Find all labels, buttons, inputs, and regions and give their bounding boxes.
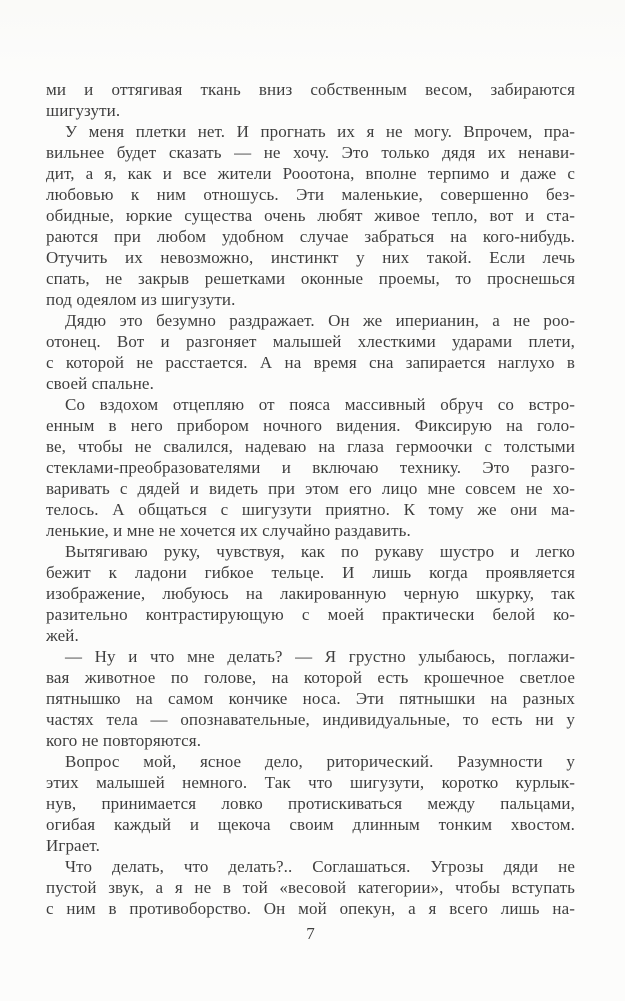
- paragraph: [46, 394, 575, 541]
- text-line: пустой звук, а я не в той «весовой категории», чтобы вступать: [46, 878, 575, 897]
- text-line: телось. А общаться с шигузути приятно. К тому же они ма-: [46, 500, 575, 519]
- text-line: Со вздохом отцепляю от пояса массивный обруч со встро-: [65, 395, 575, 414]
- text-line: нув, принимается ловко протискиваться между пальцами,: [46, 794, 575, 813]
- text-line: енным в него прибором ночного видения. Фиксирую на голо-: [46, 416, 575, 435]
- text-line: Отучить их невозможно, инстинкт у них такой. Если лечь: [46, 248, 575, 267]
- text-line: с которой не расстается. А на время сна запирается наглухо в: [46, 353, 575, 372]
- text-line: спать, не закрыв решетками оконные проемы, то проснешься: [46, 269, 575, 288]
- text-line: своей спальне.: [46, 374, 154, 393]
- text-line: кого не повторяются.: [46, 731, 202, 750]
- text-line: разительно контрастирующую с моей практически белой ко-: [46, 605, 575, 624]
- text-line: ве, чтобы не свалился, надеваю на глаза гермоочки с толстыми: [46, 437, 575, 456]
- text-line: Что делать, что делать?.. Соглашаться. Угрозы дяди не: [65, 857, 575, 876]
- text-line: — Ну и что мне делать? — Я грустно улыбаюсь, поглажи-: [65, 647, 575, 666]
- page-text: [46, 79, 575, 919]
- text-line: раются при любом удобном случае забраться на кого-нибудь.: [46, 227, 575, 246]
- paragraph: [46, 310, 575, 394]
- text-line: под одеялом из шигузути.: [46, 290, 236, 309]
- text-line: обидные, юркие существа очень любят живое тепло, вот и ста-: [46, 206, 575, 225]
- text-line: огибая каждый и щекоча своим длинным тонким хвостом.: [46, 815, 575, 834]
- paragraph: [46, 646, 575, 751]
- text-line: У меня плетки нет. И прогнать их я не могу. Впрочем, пра-: [65, 122, 575, 141]
- paragraph: [46, 856, 575, 919]
- paragraph: [46, 541, 575, 646]
- text-line: стеклами-преобразователями и включаю технику. Это разго-: [46, 458, 575, 477]
- text-line: частях тела — опознавательные, индивидуальные, то есть ни у: [46, 710, 575, 729]
- text-line: ленькие, и мне не хочется их случайно раздавить.: [46, 521, 411, 540]
- text-line: Играет.: [46, 836, 100, 855]
- text-line: изображение, любуюсь на лакированную черную шкурку, так: [46, 584, 575, 603]
- text-line: Вопрос мой, ясное дело, риторический. Разумности у: [65, 752, 575, 771]
- page-number: 7: [306, 924, 315, 943]
- text-line: вая животное по голове, на которой есть крошечное светлое: [46, 668, 575, 687]
- paragraph: [46, 79, 575, 121]
- text-line: этих малышей немного. Так что шигузути, коротко курлык-: [46, 773, 575, 792]
- text-line: дит, а я, как и все жители Рооотона, вполне терпимо и даже с: [46, 164, 575, 183]
- text-line: вильнее будет сказать — не хочу. Это только дядя их ненави-: [46, 143, 575, 162]
- paragraph: [46, 121, 575, 310]
- text-line: бежит к ладони гибкое тельце. И лишь когда проявляется: [46, 563, 575, 582]
- text-line: Вытягиваю руку, чувствуя, как по рукаву шустро и легко: [65, 542, 575, 561]
- text-line: ми и оттягивая ткань вниз собственным весом, забираются: [46, 80, 575, 99]
- text-line: любовью к ним отношусь. Эти маленькие, совершенно без-: [46, 185, 575, 204]
- text-line: Дядю это безумно раздражает. Он же иперианин, а не роо-: [65, 311, 575, 330]
- text-line: жей.: [46, 626, 79, 645]
- text-line: варивать с дядей и видеть при этом его лицо мне совсем не хо-: [46, 479, 575, 498]
- paragraph: [46, 751, 575, 856]
- text-line: шигузути.: [46, 101, 121, 120]
- text-line: отонец. Вот и разгоняет малышей хлесткими ударами плети,: [46, 332, 575, 351]
- text-line: пятнышко на самом кончике носа. Эти пятнышки на разных: [46, 689, 575, 708]
- text-line: с ним в противоборство. Он мой опекун, а я всего лишь на-: [46, 899, 575, 918]
